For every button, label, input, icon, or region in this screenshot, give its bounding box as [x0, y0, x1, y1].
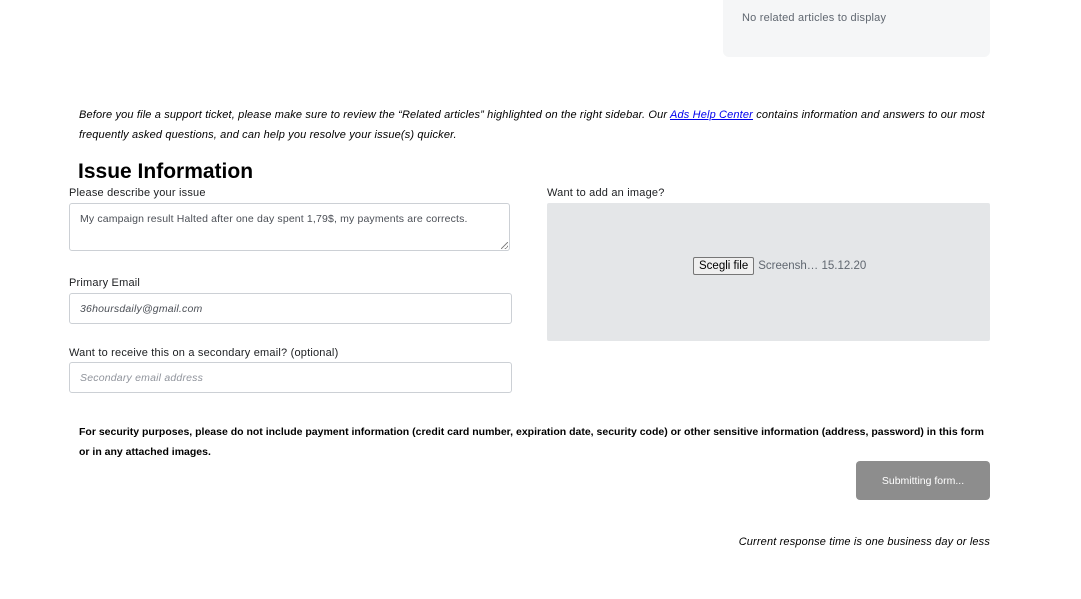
describe-issue-label: Please describe your issue — [69, 187, 206, 199]
primary-email-label: Primary Email — [69, 277, 141, 289]
intro-paragraph — [79, 106, 989, 145]
related-articles-panel — [723, 0, 990, 57]
file-picker — [693, 257, 866, 275]
add-image-label: Want to add an image? — [547, 187, 665, 199]
submit-button[interactable]: Submitting form... — [856, 461, 990, 500]
security-notice: For security purposes, please do not include payment information (credit card number, expiration date, security code) or other sensitive information (address, password) in this form or in any attached images. — [79, 426, 984, 458]
describe-issue-textarea[interactable] — [69, 203, 510, 251]
secondary-email-input[interactable] — [69, 362, 512, 393]
issue-information-title: Issue Information — [78, 160, 254, 183]
ads-help-center-link[interactable]: Ads Help Center — [670, 109, 753, 121]
related-articles-empty-text: No related articles to display — [742, 12, 887, 24]
secondary-email-label: Want to receive this on a secondary email? (optional) — [69, 347, 339, 359]
intro-text-before: Before you file a support ticket, please make sure to review the “Related articles” highlighted on the right sidebar. Our — [79, 109, 671, 121]
response-time-note: Current response time is one business day or less — [738, 536, 990, 548]
intro-text-after: contains information and answers to our most frequently asked questions, and can help you resolve your issue(s) quicker. — [79, 109, 985, 141]
resize-handle-icon[interactable] — [501, 242, 508, 249]
describe-issue-value: My campaign result Halted after one day spent 1,79$, my payments are corrects. — [80, 213, 468, 225]
primary-email-input[interactable] — [69, 293, 512, 324]
selected-file-name: Screensh… 15.12.20 — [758, 260, 867, 272]
choose-file-button[interactable]: Scegli file — [693, 257, 754, 275]
image-upload-area[interactable] — [547, 203, 990, 341]
